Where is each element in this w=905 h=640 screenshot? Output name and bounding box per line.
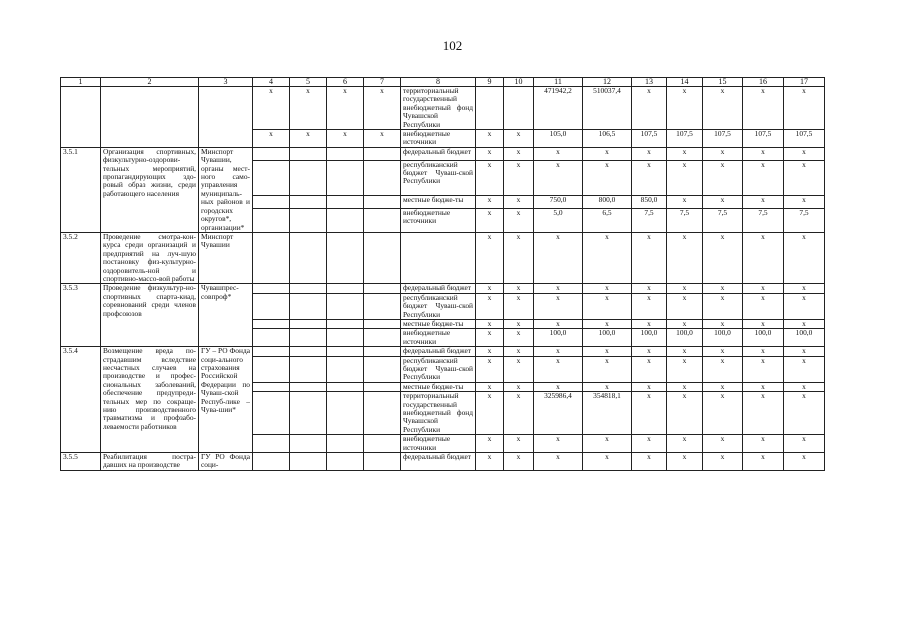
column-header: 11 <box>534 78 583 87</box>
funding-source-cell: федеральный бюджет <box>401 453 476 471</box>
column-header: 12 <box>583 78 632 87</box>
value-cell: x <box>364 87 401 130</box>
value-cell <box>364 196 401 209</box>
value-cell <box>253 196 290 209</box>
value-cell <box>327 196 364 209</box>
value-cell <box>364 160 401 195</box>
value-cell: x <box>667 147 703 160</box>
table-row <box>61 147 825 160</box>
value-cell: x <box>504 293 534 319</box>
value-cell <box>253 453 290 471</box>
value-cell: x <box>504 208 534 232</box>
value-cell <box>327 329 364 347</box>
value-cell: x <box>632 293 667 319</box>
value-cell <box>364 319 401 328</box>
header-row <box>61 78 825 87</box>
value-cell <box>476 87 504 130</box>
value-cell: 7,5 <box>703 208 743 232</box>
value-cell: x <box>784 160 825 195</box>
value-cell <box>290 435 327 453</box>
funding-source-cell: республиканский бюджет Чуваш-ской Республики <box>401 293 476 319</box>
value-cell: x <box>534 453 583 471</box>
column-header: 9 <box>476 78 504 87</box>
value-cell <box>364 293 401 319</box>
funding-source-cell: местные бюдже-ты <box>401 196 476 209</box>
value-cell: x <box>504 382 534 391</box>
value-cell: x <box>504 392 534 435</box>
value-cell: x <box>476 392 504 435</box>
value-cell: x <box>743 392 784 435</box>
value-cell: x <box>743 160 784 195</box>
activity-code: 3.5.3 <box>61 284 101 347</box>
value-cell <box>364 356 401 382</box>
funding-source-cell <box>401 232 476 283</box>
value-cell <box>327 347 364 356</box>
value-cell: x <box>476 130 504 148</box>
value-cell: x <box>504 329 534 347</box>
value-cell: x <box>632 392 667 435</box>
value-cell <box>290 319 327 328</box>
value-cell: x <box>743 347 784 356</box>
value-cell: x <box>743 382 784 391</box>
value-cell: x <box>667 435 703 453</box>
column-header: 13 <box>632 78 667 87</box>
value-cell <box>290 284 327 293</box>
value-cell: x <box>476 347 504 356</box>
value-cell <box>290 382 327 391</box>
value-cell: x <box>504 347 534 356</box>
value-cell: x <box>632 284 667 293</box>
value-cell: x <box>364 130 401 148</box>
activity-name: Организация спортивных, физкультурно-оздорови-тельных мероприятий, пропагандирующих здо-ровый образ жизни, среди работающего населения <box>101 147 199 232</box>
value-cell: x <box>703 453 743 471</box>
value-cell: 6,5 <box>583 208 632 232</box>
funding-source-cell: республиканский бюджет Чуваш-ской Республики <box>401 160 476 195</box>
value-cell: x <box>476 284 504 293</box>
funding-source-cell: местные бюдже-ты <box>401 319 476 328</box>
value-cell: 100,0 <box>667 329 703 347</box>
value-cell: x <box>476 356 504 382</box>
value-cell: 106,5 <box>583 130 632 148</box>
value-cell <box>364 329 401 347</box>
value-cell <box>364 382 401 391</box>
funding-source-cell: местные бюдже-ты <box>401 382 476 391</box>
table-row <box>61 232 825 283</box>
value-cell: x <box>534 435 583 453</box>
value-cell: x <box>784 293 825 319</box>
value-cell: x <box>743 196 784 209</box>
activity-name: Реабилитация постра-давших на производстве <box>101 453 199 471</box>
value-cell <box>290 196 327 209</box>
value-cell: x <box>667 232 703 283</box>
column-header: 17 <box>784 78 825 87</box>
value-cell <box>253 356 290 382</box>
value-cell: x <box>534 147 583 160</box>
value-cell: 354818,1 <box>583 392 632 435</box>
value-cell: x <box>703 293 743 319</box>
value-cell <box>290 356 327 382</box>
value-cell <box>327 392 364 435</box>
funding-source-cell: федеральный бюджет <box>401 284 476 293</box>
value-cell <box>327 284 364 293</box>
funding-source-cell: федеральный бюджет <box>401 347 476 356</box>
value-cell: x <box>667 453 703 471</box>
value-cell: x <box>703 147 743 160</box>
value-cell: x <box>504 453 534 471</box>
value-cell: x <box>476 435 504 453</box>
page-number: 102 <box>442 38 463 53</box>
value-cell: x <box>667 347 703 356</box>
value-cell: x <box>534 356 583 382</box>
value-cell: 100,0 <box>583 329 632 347</box>
value-cell: x <box>667 160 703 195</box>
value-cell: x <box>743 87 784 130</box>
value-cell: x <box>583 232 632 283</box>
value-cell: x <box>583 356 632 382</box>
value-cell <box>364 232 401 283</box>
value-cell: x <box>703 382 743 391</box>
value-cell: x <box>632 147 667 160</box>
value-cell: x <box>784 392 825 435</box>
value-cell: x <box>632 232 667 283</box>
activity-code: 3.5.5 <box>61 453 101 471</box>
name-cell <box>101 87 199 148</box>
value-cell: x <box>784 347 825 356</box>
activity-executor: ГУ РО Фонда соци- <box>199 453 253 471</box>
value-cell: x <box>534 284 583 293</box>
table-row <box>61 453 825 471</box>
value-cell: x <box>476 453 504 471</box>
value-cell <box>327 147 364 160</box>
value-cell: 7,5 <box>743 208 784 232</box>
value-cell: x <box>743 232 784 283</box>
column-header: 7 <box>364 78 401 87</box>
value-cell <box>327 453 364 471</box>
value-cell: x <box>504 284 534 293</box>
value-cell <box>253 160 290 195</box>
value-cell: x <box>632 356 667 382</box>
activity-name: Проведение физкультур-но-спортивных спарта-киад, соревнований среди членов профсоюзов <box>101 284 199 347</box>
executor-cell <box>199 87 253 148</box>
value-cell <box>290 347 327 356</box>
value-cell: x <box>583 160 632 195</box>
value-cell: x <box>703 196 743 209</box>
value-cell: x <box>504 196 534 209</box>
value-cell: x <box>667 356 703 382</box>
value-cell: x <box>476 382 504 391</box>
value-cell: x <box>534 382 583 391</box>
value-cell: 107,5 <box>667 130 703 148</box>
value-cell: x <box>583 347 632 356</box>
column-header: 3 <box>199 78 253 87</box>
value-cell <box>253 382 290 391</box>
activity-executor: Минспорт Чувашии, органы мест-ного само-управления муниципаль-ных районов и городских округов*, организации* <box>199 147 253 232</box>
value-cell <box>253 232 290 283</box>
value-cell: x <box>504 160 534 195</box>
value-cell: 800,0 <box>583 196 632 209</box>
value-cell: x <box>784 147 825 160</box>
value-cell: x <box>784 356 825 382</box>
activity-name: Проведение смотра-кон-курса среди организаций и предприятий на луч-шую постановку физ-культурно-оздоровитель-ной и спортивно-массо-вой работы <box>101 232 199 283</box>
value-cell <box>364 147 401 160</box>
value-cell <box>290 147 327 160</box>
value-cell <box>504 87 534 130</box>
value-cell: 100,0 <box>534 329 583 347</box>
value-cell: x <box>703 435 743 453</box>
column-header: 16 <box>743 78 784 87</box>
value-cell: x <box>667 382 703 391</box>
activity-executor: Минспорт Чувашии <box>199 232 253 283</box>
activity-name: Возмещение вреда по-страдавшим вследствие несчастных случаев на производстве и профес-сиональных заболеваний, обеспечение предупреди-тельных мер по сокраще-нию производственного травматизма и профзабо-леваемости работников <box>101 347 199 453</box>
value-cell: x <box>632 453 667 471</box>
value-cell <box>253 319 290 328</box>
value-cell: x <box>703 356 743 382</box>
value-cell: x <box>583 435 632 453</box>
value-cell <box>327 208 364 232</box>
value-cell <box>253 147 290 160</box>
value-cell: x <box>583 319 632 328</box>
table-row <box>61 87 825 130</box>
activity-executor: Чувашпрес-совпроф* <box>199 284 253 347</box>
activity-code: 3.5.2 <box>61 232 101 283</box>
value-cell: x <box>784 232 825 283</box>
value-cell: x <box>703 160 743 195</box>
value-cell: x <box>667 284 703 293</box>
value-cell: x <box>703 392 743 435</box>
value-cell <box>290 232 327 283</box>
value-cell: 107,5 <box>703 130 743 148</box>
value-cell: x <box>667 392 703 435</box>
value-cell: x <box>253 87 290 130</box>
value-cell: x <box>476 319 504 328</box>
funding-source-cell: федеральный бюджет <box>401 147 476 160</box>
value-cell: 100,0 <box>703 329 743 347</box>
value-cell <box>253 392 290 435</box>
code-cell <box>61 87 101 148</box>
value-cell: x <box>784 453 825 471</box>
value-cell <box>327 382 364 391</box>
value-cell: x <box>476 208 504 232</box>
value-cell: x <box>476 147 504 160</box>
value-cell: 100,0 <box>632 329 667 347</box>
value-cell: x <box>583 382 632 391</box>
value-cell: x <box>632 160 667 195</box>
value-cell: x <box>743 147 784 160</box>
value-cell: x <box>476 293 504 319</box>
value-cell <box>364 347 401 356</box>
value-cell: x <box>534 319 583 328</box>
value-cell: x <box>327 87 364 130</box>
value-cell: x <box>632 87 667 130</box>
value-cell <box>364 392 401 435</box>
value-cell: 100,0 <box>743 329 784 347</box>
value-cell: x <box>632 435 667 453</box>
value-cell <box>327 356 364 382</box>
value-cell: 105,0 <box>534 130 583 148</box>
column-header: 14 <box>667 78 703 87</box>
column-header: 15 <box>703 78 743 87</box>
funding-source-cell: внебюджетные источники <box>401 208 476 232</box>
value-cell: 107,5 <box>743 130 784 148</box>
value-cell: 107,5 <box>784 130 825 148</box>
value-cell: x <box>703 232 743 283</box>
value-cell: 100,0 <box>784 329 825 347</box>
value-cell <box>327 160 364 195</box>
value-cell <box>290 453 327 471</box>
value-cell: x <box>703 87 743 130</box>
activity-code: 3.5.4 <box>61 347 101 453</box>
value-cell: x <box>534 347 583 356</box>
value-cell: 107,5 <box>632 130 667 148</box>
value-cell: x <box>703 347 743 356</box>
column-header: 10 <box>504 78 534 87</box>
value-cell <box>364 453 401 471</box>
table-row <box>61 347 825 356</box>
value-cell: x <box>583 453 632 471</box>
value-cell: x <box>504 356 534 382</box>
value-cell: x <box>667 87 703 130</box>
value-cell: x <box>743 319 784 328</box>
value-cell: x <box>534 232 583 283</box>
value-cell: 325986,4 <box>534 392 583 435</box>
value-cell: x <box>327 130 364 148</box>
value-cell: x <box>784 196 825 209</box>
value-cell: 7,5 <box>784 208 825 232</box>
column-header: 4 <box>253 78 290 87</box>
funding-source-cell: внебюджетные источники <box>401 435 476 453</box>
value-cell: x <box>703 284 743 293</box>
value-cell: x <box>743 284 784 293</box>
funding-source-cell: внебюджетные источники <box>401 130 476 148</box>
value-cell: x <box>504 232 534 283</box>
value-cell: x <box>667 196 703 209</box>
value-cell: 7,5 <box>632 208 667 232</box>
value-cell <box>253 293 290 319</box>
value-cell: x <box>667 319 703 328</box>
value-cell: x <box>476 329 504 347</box>
value-cell <box>253 435 290 453</box>
value-cell <box>327 232 364 283</box>
funding-source-cell: территориальный государственный внебюджетный фонд Чувашской Республики <box>401 392 476 435</box>
value-cell <box>253 329 290 347</box>
budget-table <box>60 77 825 471</box>
value-cell: x <box>476 196 504 209</box>
value-cell: 471942,2 <box>534 87 583 130</box>
value-cell: x <box>476 160 504 195</box>
value-cell: x <box>632 319 667 328</box>
value-cell <box>364 284 401 293</box>
value-cell: x <box>784 435 825 453</box>
value-cell <box>327 293 364 319</box>
value-cell: x <box>504 147 534 160</box>
value-cell: x <box>504 319 534 328</box>
value-cell: x <box>504 435 534 453</box>
value-cell: x <box>476 232 504 283</box>
value-cell <box>364 435 401 453</box>
column-header: 6 <box>327 78 364 87</box>
value-cell <box>290 293 327 319</box>
value-cell: 510037,4 <box>583 87 632 130</box>
value-cell <box>290 208 327 232</box>
value-cell: x <box>784 87 825 130</box>
value-cell <box>253 347 290 356</box>
value-cell <box>290 392 327 435</box>
value-cell: x <box>290 87 327 130</box>
table-row <box>61 284 825 293</box>
value-cell: x <box>632 382 667 391</box>
value-cell <box>290 329 327 347</box>
value-cell: 750,0 <box>534 196 583 209</box>
column-header: 5 <box>290 78 327 87</box>
activity-executor: ГУ – РО Фонда соци-ального страхования Российской Федерации по Чуваш-ской Респуб-лике – Чува-шии* <box>199 347 253 453</box>
value-cell <box>364 208 401 232</box>
value-cell: x <box>534 160 583 195</box>
value-cell: x <box>583 284 632 293</box>
column-header: 1 <box>61 78 101 87</box>
column-header: 8 <box>401 78 476 87</box>
value-cell: x <box>504 130 534 148</box>
value-cell: x <box>743 293 784 319</box>
funding-source-cell: территориальный государственный внебюджетный фонд Чувашской Республики <box>401 87 476 130</box>
value-cell: x <box>290 130 327 148</box>
value-cell: x <box>253 130 290 148</box>
value-cell <box>253 284 290 293</box>
column-header: 2 <box>101 78 199 87</box>
value-cell: x <box>667 293 703 319</box>
value-cell: x <box>703 319 743 328</box>
value-cell <box>290 160 327 195</box>
value-cell: x <box>583 293 632 319</box>
value-cell <box>253 208 290 232</box>
activity-code: 3.5.1 <box>61 147 101 232</box>
value-cell: x <box>743 453 784 471</box>
value-cell <box>327 319 364 328</box>
funding-source-cell: внебюджетные источники <box>401 329 476 347</box>
value-cell: x <box>784 284 825 293</box>
value-cell: 5,0 <box>534 208 583 232</box>
value-cell <box>327 435 364 453</box>
value-cell: x <box>743 435 784 453</box>
value-cell: x <box>534 293 583 319</box>
value-cell: x <box>632 347 667 356</box>
value-cell: x <box>583 147 632 160</box>
value-cell: x <box>743 356 784 382</box>
value-cell: 850,0 <box>632 196 667 209</box>
value-cell: 7,5 <box>667 208 703 232</box>
value-cell: x <box>784 382 825 391</box>
value-cell: x <box>784 319 825 328</box>
funding-source-cell: республиканский бюджет Чуваш-ской Республики <box>401 356 476 382</box>
